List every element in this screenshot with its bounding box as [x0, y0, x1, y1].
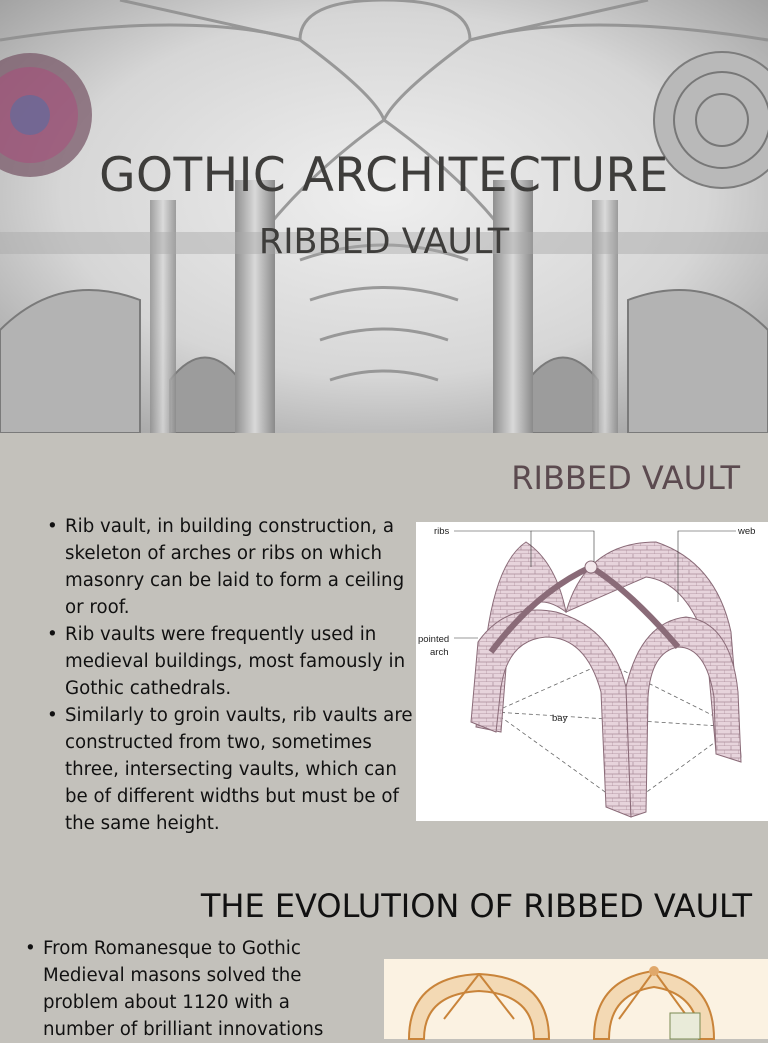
label-arch: arch — [430, 647, 449, 658]
presentation-subtitle: RIBBED VAULT — [258, 222, 510, 262]
label-web: web — [738, 526, 756, 537]
evolution-bullet-list — [22, 935, 332, 1043]
presentation-title: GOTHIC ARCHITECTURE — [99, 148, 669, 203]
ribbed-vault-slide — [0, 433, 768, 863]
label-ribs: ribs — [434, 526, 450, 537]
slide-heading: THE EVOLUTION OF RIBBED VAULT — [200, 887, 752, 925]
bullet-item: • Similarly to groin vaults, rib vaults are constructed from two, sometimes three, intersecting vaults, which can be of different widths but must be of the same height. — [44, 702, 416, 837]
label-bay: bay — [552, 713, 568, 724]
evolution-slide — [0, 863, 768, 1040]
slide-heading: RIBBED VAULT — [511, 459, 740, 497]
title-slide — [0, 0, 768, 433]
vault-evolution-illustration — [384, 959, 768, 1039]
rib-vault-diagram — [416, 522, 768, 821]
definition-bullet-list — [44, 513, 416, 837]
bullet-item: • Rib vault, in building construction, a skeleton of arches or ribs on which masonry can be laid to form a ceiling or roof. — [44, 513, 416, 621]
rib-vault-illustration — [416, 522, 768, 821]
label-pointed: pointed — [418, 634, 450, 645]
bullet-item: • From Romanesque to Gothic Medieval masons solved the problem about 1120 with a number of brilliant innovations — [22, 935, 332, 1043]
bullet-item: • Rib vaults were frequently used in medieval buildings, most famously in Gothic cathedrals. — [44, 621, 416, 702]
cathedral-ceiling-image — [0, 0, 768, 433]
